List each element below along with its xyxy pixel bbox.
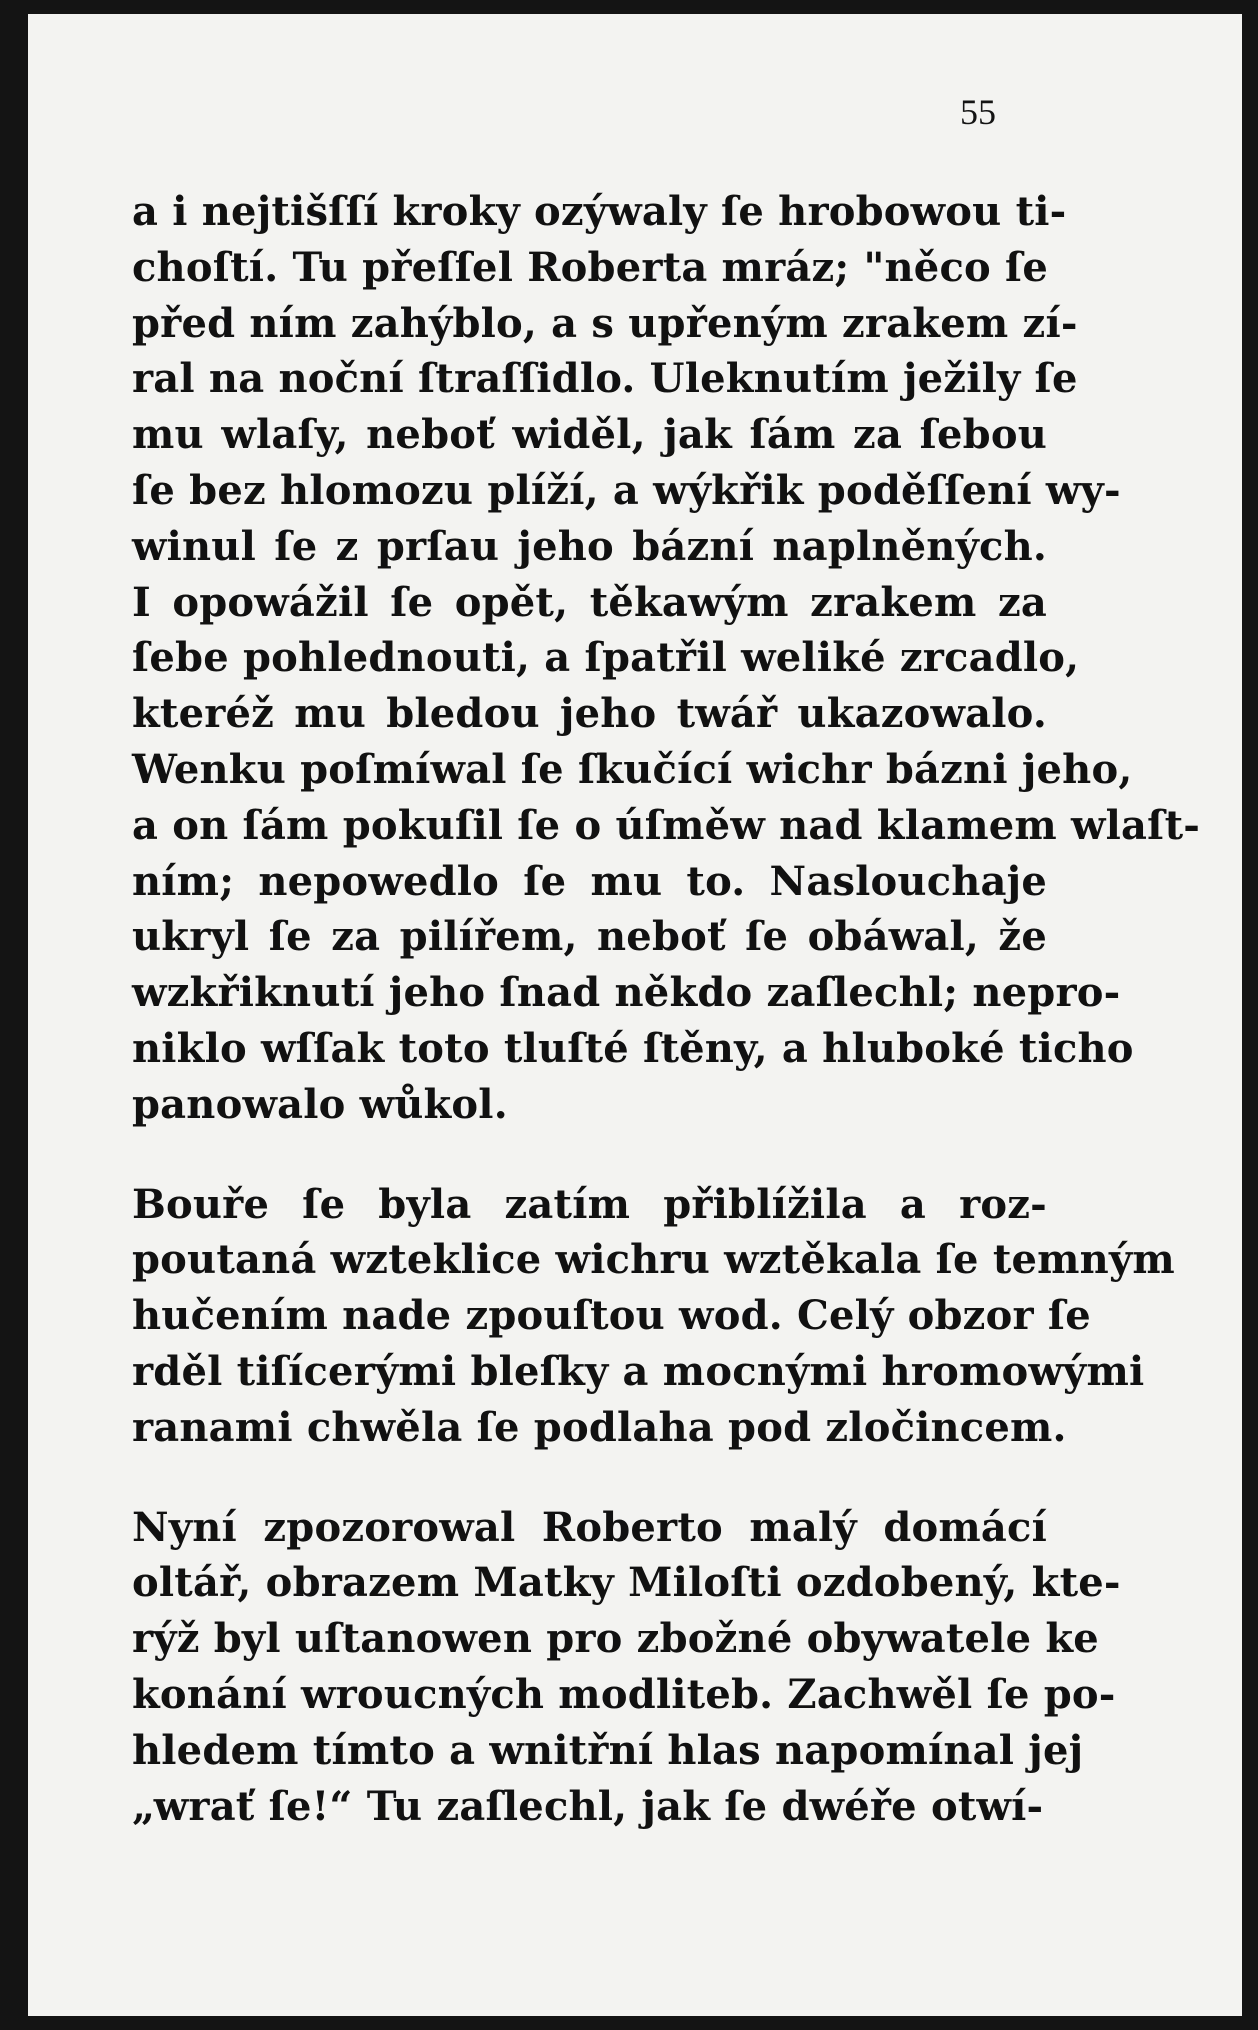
text-line: a i nejtišſſí kroky ozýwaly ſe hrobowou ti-	[132, 188, 1067, 235]
text-line: choſtí. Tu přeſſel Roberta mráz; "něco ſe	[132, 243, 1049, 291]
page-number: 55	[960, 92, 996, 132]
text-line: před ním zahýblo, a s upřeným zrakem zí-	[132, 299, 1078, 347]
text-line: winul ſe z prſau jeho bázní naplněných.	[132, 522, 1047, 570]
book-page	[28, 14, 1242, 2016]
text-line: Bouře ſe byla zatím přiblížila a roz-	[132, 1180, 1047, 1228]
text-line: panowalo wůkol.	[132, 1080, 508, 1128]
text-line: Wenku poſmíwal ſe ſkučící wichr bázni jeho,	[132, 745, 1133, 793]
text-line: hučením nade zpouſtou wod. Celý obzor ſe	[132, 1292, 1091, 1340]
page-text	[132, 184, 1201, 1834]
text-line: a on ſám pokuſil ſe o úſměw nad klamem wlaſt-	[132, 801, 1201, 849]
text-line: oltář, obrazem Matky Miloſti ozdobený, kte-	[132, 1559, 1121, 1607]
text-line: Nyní zpozorowal Roberto malý domácí	[132, 1503, 1047, 1551]
text-line: rděl tiſícerými bleſky a mocnými hromowými	[132, 1347, 1145, 1395]
text-line: kteréž mu bledou jeho twář ukazowalo.	[132, 690, 1047, 738]
paragraph-3	[132, 1500, 1121, 1835]
text-line: rýž byl uſtanowen pro zbožné obywatele ke	[132, 1615, 1099, 1663]
text-line: ſe bez hlomozu plíží, a wýkřik poděſſení wy-	[132, 466, 1121, 514]
text-line: wzkřiknutí jeho ſnad někdo zaſlechl; nepro-	[132, 969, 1121, 1017]
text-line: mu wlaſy, neboť widěl, jak ſám za ſebou	[132, 411, 1047, 459]
text-line: niklo wſſak toto tluſté ſtěny, a hluboké ticho	[132, 1024, 1134, 1072]
paragraph-2	[132, 1177, 1175, 1456]
text-line: konání wroucných modliteb. Zachwěl ſe po-	[132, 1670, 1116, 1718]
text-line: poutaná wzteklice wichru wztěkala ſe temným	[132, 1236, 1175, 1284]
text-line: hledem tímto a wnitřní hlas napomínal jej	[132, 1726, 1084, 1774]
text-line: ral na noční ſtraſſidlo. Uleknutím ježily ſe	[132, 355, 1078, 403]
text-line: I opowážil ſe opět, těkawým zrakem za	[132, 578, 1047, 626]
text-line: ním; nepowedlo ſe mu to. Naslouchaje	[132, 857, 1047, 905]
text-line: ukryl ſe za pilířem, neboť ſe obáwal, že	[132, 913, 1047, 961]
text-line: „wrať ſe!“ Tu zaſlechl, jak ſe dwéře otwí-	[132, 1782, 1044, 1830]
text-line: ranami chwěla ſe podlaha pod zločincem.	[132, 1403, 1067, 1451]
text-line: ſebe pohlednouti, a ſpatřil weliké zrcadlo,	[132, 634, 1080, 682]
paragraph-1	[132, 184, 1201, 1133]
